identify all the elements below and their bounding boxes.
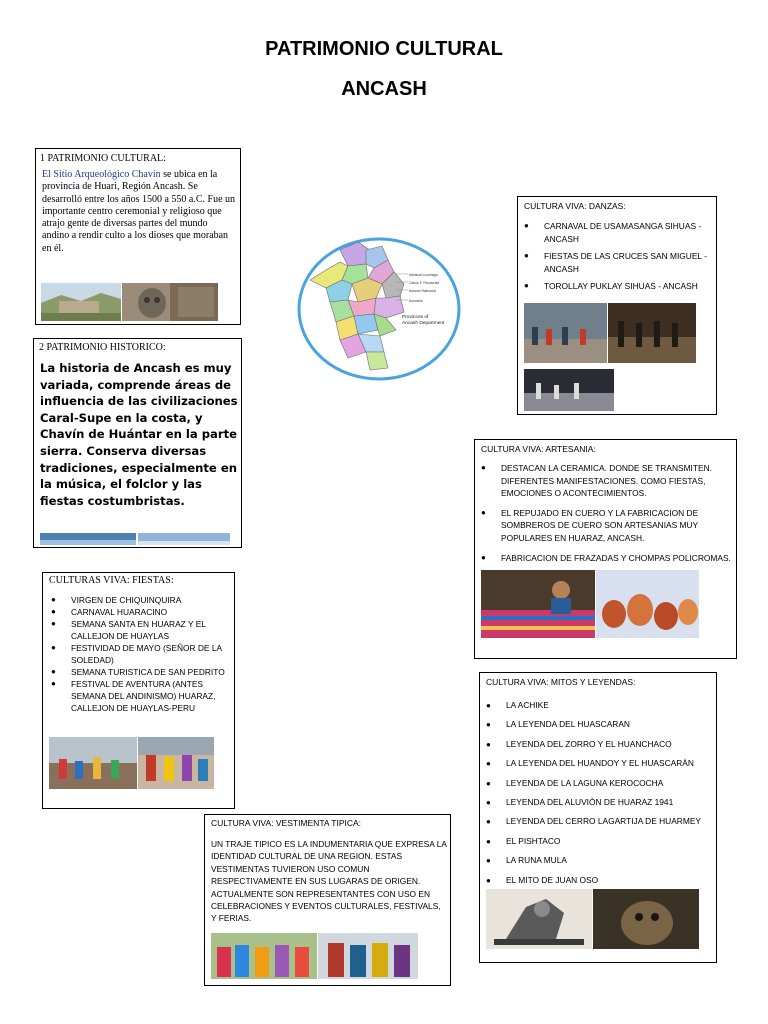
chavin-stone-head-photo: [122, 283, 218, 321]
historico-photo-right: [138, 533, 230, 545]
danzas-box: [517, 196, 717, 415]
artesania-list: [479, 462, 733, 564]
artesania-header: CULTURA VIVA: ARTESANIA:: [481, 444, 596, 454]
list-item: ● FIESTAS DE LAS CRUCES SAN MIGUEL - ANCASH: [522, 250, 712, 275]
list-item: ● FESTIVIDAD DE MAYO (SEÑOR DE LA SOLEDAD): [49, 642, 229, 666]
patrimonio-cultural-header: 1 PATRIMONIO CULTURAL:: [40, 153, 166, 164]
list-item: ● SEMANA SANTA EN HUARAZ Y EL CALLEJON DE HUAYLAS: [49, 618, 229, 642]
patrimonio-historico-header: 2 PATRIMONIO HISTORICO:: [39, 342, 166, 353]
danzas-header: CULTURA VIVA: DANZAS:: [524, 201, 626, 211]
list-item: ● LEYENDA DE LA LAGUNA KEROCOCHA: [484, 774, 714, 793]
map-legend-item: Asunción: [409, 299, 423, 303]
danzas-photo-2: [608, 303, 696, 363]
vestimenta-text: UN TRAJE TIPICO ES LA INDUMENTARIA QUE EXPRESA LA IDENTIDAD CULTURAL DE UNA REGION. ESTAS VESTIMENTAS TUVIERON USO COMUN RESPECTIVAMENTE EN SUS LUGARAS DE ORIGEN. ACTUALMENTE SON REPRESENTANTES CON USO EN CELEBRACIONES Y EVENTOS CULTURALES, FESTIVALS, Y FERIAS.: [211, 839, 447, 924]
list-item: ● CARNAVAL DE USAMASANGA SIHUAS - ANCASH: [522, 220, 712, 245]
list-item: ● TOROLLAY PUKLAY SIHUAS - ANCASH: [522, 280, 712, 293]
list-item: ● LEYENDA DEL ZORRO Y EL HUANCHACO: [484, 735, 714, 754]
list-item: ● DESTACAN LA CERAMICA. DONDE SE TRANSMITEN. DIFERENTES MANIFESTACIONES. COMO FIESTAS, EMOCIONES O ACONTECIMIENTOS.: [479, 462, 733, 500]
fiestas-box: [42, 572, 235, 809]
vestimenta-photo-left: [211, 933, 317, 979]
list-item: ● FESTIVAL DE AVENTURA (ANTES SEMANA DEL ANDINISMO) HUARAZ, CALLEJON DE HUAYLAS-PERU: [49, 678, 229, 714]
map-legend-title-2: Ancash Department: [402, 321, 445, 326]
patrimonio-cultural-box: [35, 148, 241, 325]
list-item: ● CARNAVAL HUARACINO: [49, 606, 229, 618]
patrimonio-historico-text: La historia de Ancash es muy variada, comprende áreas de influencia de las civilizaciones Caral-Supe en la costa, y Chavín de Huántar en la parte sierra. Conserva diversas tradiciones, especialmente en la música, el folclor y las fiestas costumbristas.: [40, 361, 238, 508]
mitos-header: CULTURA VIVA: MITOS Y LEYENDAS:: [486, 677, 636, 687]
chavin-link[interactable]: El Sitio Arqueológico Chavín: [42, 169, 161, 180]
list-item: ● LA ACHIKE: [484, 696, 714, 715]
list-item: ● LA RUNA MULA: [484, 851, 714, 870]
mitos-creature-photo: [593, 889, 699, 949]
list-item: ● LA LEYENDA DEL HUANDOY Y EL HUASCARÀN: [484, 754, 714, 773]
list-item: ● SEMANA TURISTICA DE SAN PEDRITO: [49, 666, 229, 678]
page-subtitle: ANCASH: [341, 78, 427, 100]
patrimonio-cultural-text: El Sitio Arqueológico Chavín se ubica en la provincia de Huari, Región Ancash. Se desarrolló entre los años 1500 a 550 a.C. Fue un importante centro ceremonial y religioso que atrajo gente de diversas partes del mundo andino a rendir culto a los dioses que moraban en él.: [42, 169, 236, 254]
fiestas-list: [49, 594, 229, 714]
map-legend-item: Carlos F. Fitzcarrald: [409, 281, 440, 285]
danzas-list: [522, 220, 712, 293]
list-item: ● EL MITO DE JUAN OSO: [484, 871, 714, 890]
historico-photo-left: [40, 533, 136, 545]
map-legend-title: Provinces of: [402, 315, 429, 320]
mitos-box: [479, 672, 717, 963]
chavin-ruins-photo: [41, 283, 121, 321]
fiestas-header: CULTURAS VIVA: FIESTAS:: [49, 575, 174, 586]
list-item: ● LA LEYENDA DEL HUASCARAN: [484, 715, 714, 734]
list-item: ● VIRGEN DE CHIQUINQUIRA: [49, 594, 229, 606]
list-item: ● EL PISHTACO: [484, 832, 714, 851]
list-item: ● FABRICACION DE FRAZADAS Y CHOMPAS POLICROMAS.: [479, 552, 733, 565]
artesania-weaving-photo: [481, 570, 595, 638]
danzas-photo-3: [524, 369, 614, 411]
map-legend-item: Mariscal Luzuriaga: [409, 273, 438, 277]
mitos-illustration-photo: [486, 889, 592, 949]
mitos-list: [484, 696, 714, 890]
vestimenta-header: CULTURA VIVA: VESTIMENTA TIPICA:: [211, 818, 362, 828]
page-title: PATRIMONIO CULTURAL: [265, 38, 503, 60]
patrimonio-historico-box: [33, 338, 242, 548]
ancash-provinces-map: [296, 236, 462, 382]
fiestas-dancers-photo: [138, 737, 214, 789]
artesania-box: [474, 439, 737, 659]
vestimenta-box: [204, 814, 451, 986]
vestimenta-photo-right: [318, 933, 418, 979]
list-item: ● LEYENDA DEL ALUVIÒN DE HUARAZ 1941: [484, 793, 714, 812]
list-item: ● EL REPUJADO EN CUERO Y LA FABRICACION DE SOMBREROS DE CUERO SON ARTESANIAS MUY POPULARES EN HUARAZ, ANCASH.: [479, 507, 733, 545]
fiestas-parade-photo: [49, 737, 137, 789]
danzas-photo-1: [524, 303, 607, 363]
list-item: ● LEYENDA DEL CERRO LAGARTIJA DE HUARMEY: [484, 812, 714, 831]
artesania-ceramics-photo: [596, 570, 699, 638]
map-legend-item: Antonio Raimondi: [409, 289, 436, 293]
